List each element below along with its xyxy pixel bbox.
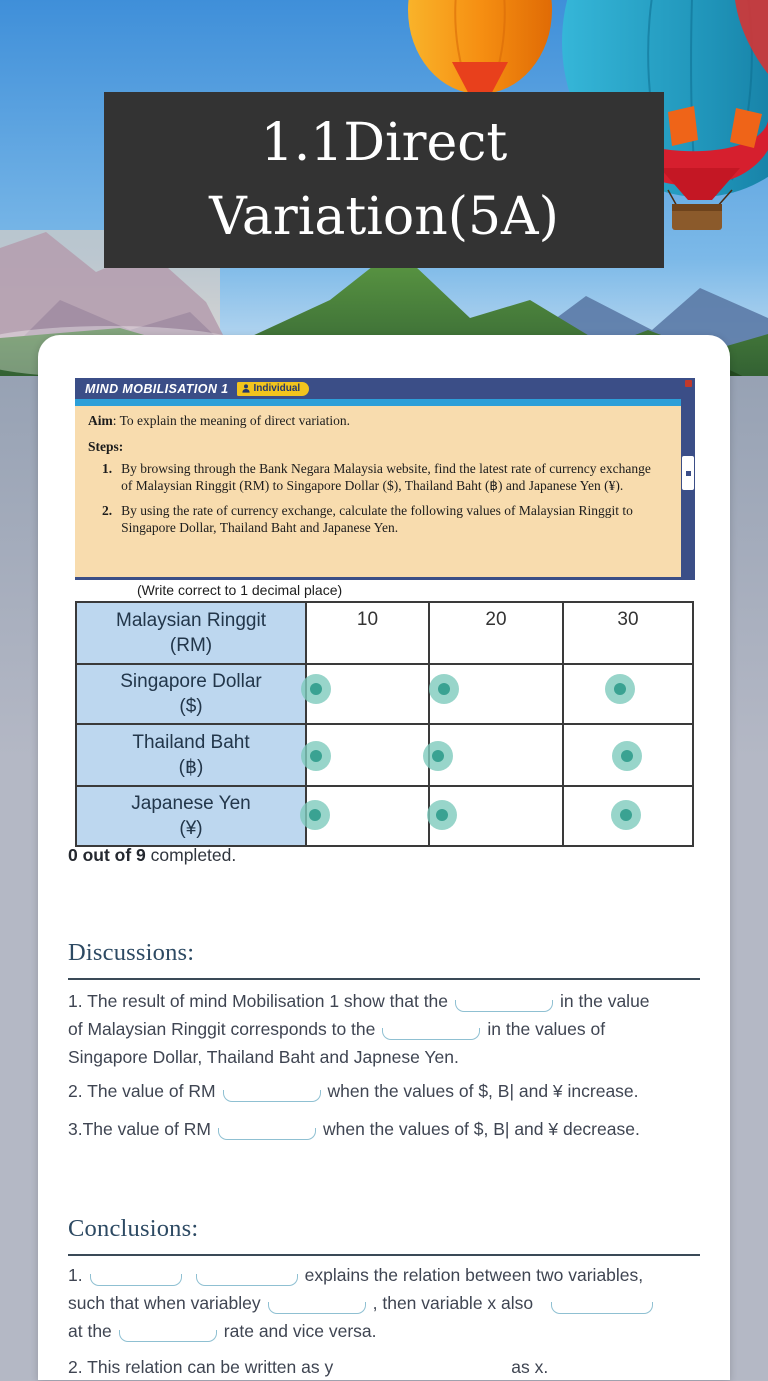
column-value-20: 20 [429, 602, 563, 664]
answer-blank[interactable] [551, 1302, 653, 1314]
answer-dot[interactable] [301, 741, 331, 771]
table-note: (Write correct to 1 decimal place) [137, 582, 343, 598]
answer-blank[interactable] [90, 1274, 182, 1286]
currency-table-grid [75, 601, 694, 847]
row-label-ringgit: Malaysian Ringgit (RM) [76, 602, 306, 664]
answer-blank[interactable] [218, 1128, 316, 1140]
answer-blank[interactable] [455, 1000, 553, 1012]
scrollbar-thumb[interactable] [682, 456, 694, 490]
title-line-1: 1.1Direct [260, 113, 508, 173]
conclusion-question-1: 1. explains the relation between two variables, such that when variabley , then variable x also at the rate and vice versa. [68, 1261, 708, 1345]
conclusions-divider [68, 1254, 700, 1256]
individual-badge-label: Individual [253, 382, 301, 394]
discussion-question-3: 3.The value of RM when the values of $, B| and ¥ decrease. [68, 1119, 640, 1139]
step-item [102, 461, 669, 494]
step-number: 2. [102, 503, 113, 518]
answer-dot[interactable] [612, 741, 642, 771]
title-line-2: Variation(5A) [209, 187, 559, 247]
person-icon [242, 384, 250, 393]
column-value-10: 10 [306, 602, 429, 664]
answer-blank[interactable] [268, 1302, 366, 1314]
worksheet-card [38, 335, 730, 1380]
progress-count: 0 out of 9 [68, 845, 146, 865]
table-row [76, 664, 693, 724]
progress-rest: completed. [145, 845, 237, 865]
row-label-yen: Japanese Yen (¥) [76, 786, 306, 846]
step-number: 1. [102, 461, 113, 476]
aim-text: : To explain the meaning of direct variation. [112, 413, 350, 428]
answer-blank[interactable] [382, 1028, 480, 1040]
step-text: By browsing through the Bank Negara Malaysia website, find the latest rate of currency exchange of Malaysian Ringgit (RM) to Singapore Dollar ($), Thailand Baht (฿) and Japanese Yen (¥). [121, 461, 651, 493]
textbook-header-title: MIND MOBILISATION 1 [85, 381, 229, 396]
currency-table [75, 601, 692, 846]
aim-line [88, 413, 673, 429]
step-text: By using the rate of currency exchange, calculate the following values of Malaysian Ringgit to Singapore Dollar, Thailand Baht and Japanese Yen. [121, 503, 633, 535]
worksheet-title [104, 92, 664, 268]
row-label-baht: Thailand Baht (฿) [76, 724, 306, 786]
answer-dot[interactable] [427, 800, 457, 830]
answer-dot[interactable] [423, 741, 453, 771]
table-row [76, 724, 693, 786]
discussion-question-1: 1. The result of mind Mobilisation 1 show that the in the value of Malaysian Ringgit corresponds to the in the values of Singapore Dollar, Thailand Baht and Japnese Yen. [68, 991, 650, 1067]
table-row [76, 786, 693, 846]
answer-blank[interactable] [119, 1330, 217, 1342]
row-label-dollar: Singapore Dollar ($) [76, 664, 306, 724]
answer-dot[interactable] [605, 674, 635, 704]
answer-dot[interactable] [429, 674, 459, 704]
answer-blank[interactable] [196, 1274, 298, 1286]
textbook-header-bar [75, 378, 695, 399]
textbook-image [75, 378, 695, 580]
step-item [102, 503, 669, 536]
answer-dot[interactable] [301, 674, 331, 704]
progress-status [68, 845, 236, 866]
column-value-30: 30 [563, 602, 693, 664]
answer-blank[interactable] [223, 1090, 321, 1102]
steps-label: Steps: [88, 439, 124, 454]
discussions-heading: Discussions: [68, 939, 195, 966]
textbook-body [75, 406, 681, 580]
aim-label: Aim [88, 413, 113, 428]
individual-badge [237, 382, 309, 396]
conclusion-question-2: 2. This relation can be written as y as x. [68, 1357, 549, 1377]
answer-dot[interactable] [300, 800, 330, 830]
scrollbar-top-icon[interactable] [685, 380, 692, 387]
cyan-divider [75, 399, 681, 406]
scrollbar-thumb-glyph [686, 471, 691, 476]
textbook-scrollbar[interactable] [681, 378, 695, 580]
conclusions-heading: Conclusions: [68, 1215, 199, 1242]
discussions-divider [68, 978, 700, 980]
discussion-question-2: 2. The value of RM when the values of $, B| and ¥ increase. [68, 1081, 639, 1101]
table-row [76, 602, 693, 664]
answer-dot[interactable] [611, 800, 641, 830]
